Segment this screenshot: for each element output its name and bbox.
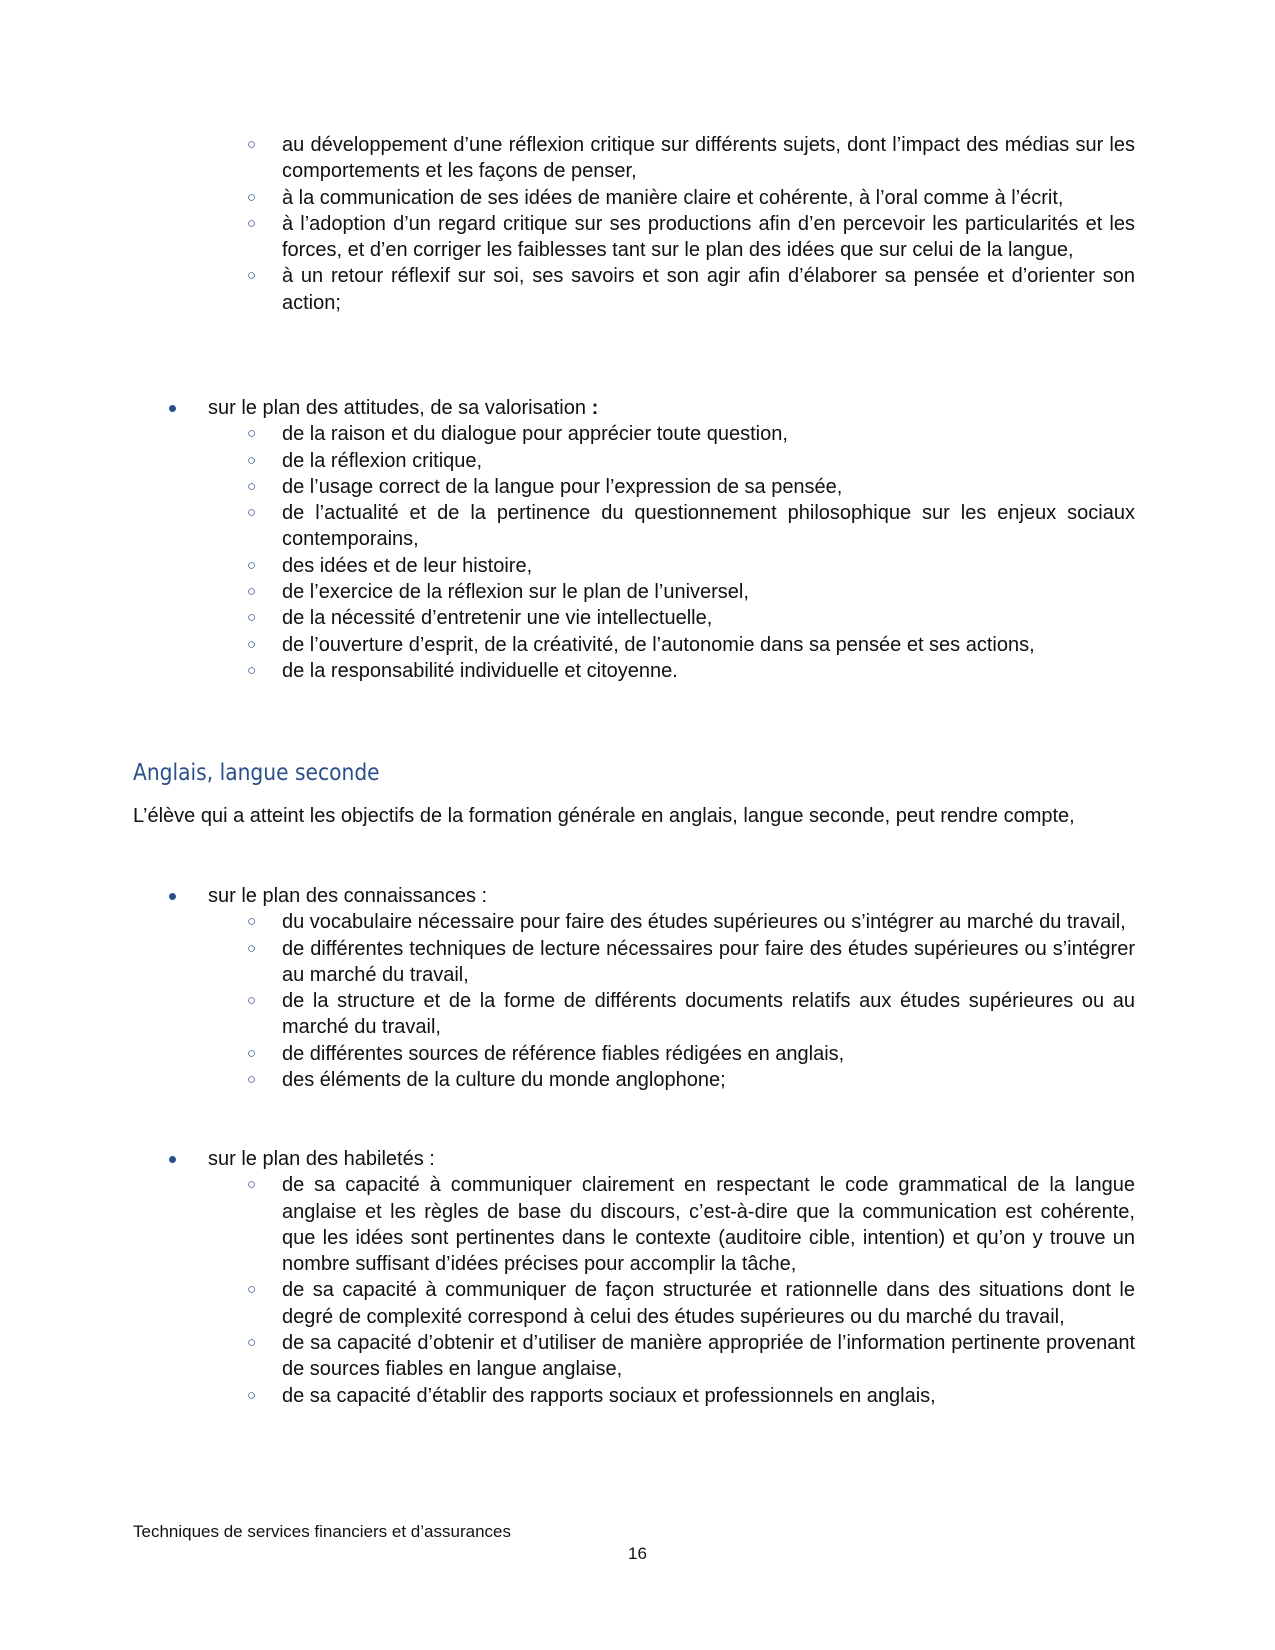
bullet-label: sur le plan des connaissances : <box>208 885 488 907</box>
circle-bullet-icon: ○ <box>247 1281 257 1299</box>
bullet-item <box>133 395 1135 421</box>
circle-bullet-icon: ○ <box>247 425 257 443</box>
circle-bullet-icon: ○ <box>247 1044 257 1062</box>
list-item <box>247 1277 1135 1330</box>
list-item <box>247 1041 1135 1067</box>
circle-bullet-icon: ○ <box>247 267 257 285</box>
list-item-text: de différentes techniques de lecture nécessaires pour faire des études supérieures ou s’intégrer au marché du travail, <box>282 937 1135 986</box>
circle-bullet-icon: ○ <box>247 214 257 232</box>
circle-bullet-icon: ○ <box>247 188 257 206</box>
list-item <box>247 988 1135 1041</box>
list-item <box>247 936 1135 989</box>
list-item <box>247 1172 1135 1277</box>
list-item-text: de sa capacité à communiquer de façon structurée et rationnelle dans des situations dont le degré de complexité correspond à celui des études supérieures ou du marché du travail, <box>282 1279 1135 1328</box>
circle-bullet-icon: ○ <box>247 635 257 653</box>
bullet-icon <box>169 1156 176 1163</box>
list-item-text: de différentes sources de référence fiables rédigées en anglais, <box>282 1042 845 1065</box>
circle-bullet-icon: ○ <box>247 1386 257 1404</box>
circle-bullet-icon: ○ <box>247 1176 257 1194</box>
bullet-label: sur le plan des habiletés : <box>208 1148 435 1170</box>
list-item-text: à l’adoption d’un regard critique sur ses productions afin d’en percevoir les particularités et les forces, et d’en corriger les faiblesses tant sur le plan des idées que sur celui de la langue, <box>282 212 1135 262</box>
sub-list <box>133 1172 1135 1409</box>
list-item-text: de la nécessité d’entretenir une vie intellectuelle, <box>282 607 713 630</box>
list-item <box>247 579 1135 605</box>
block1-list <box>133 132 1135 316</box>
page-number: 16 <box>628 1544 647 1563</box>
footer-title: Techniques de services financiers et d’assurances <box>133 1522 511 1541</box>
circle-bullet-icon: ○ <box>247 939 257 957</box>
bullet-label: sur le plan des attitudes, de sa valorisation <box>208 397 592 419</box>
list-item <box>247 211 1135 264</box>
list-item-text: à la communication de ses idées de manière claire et cohérente, à l’oral comme à l’écrit, <box>282 186 1064 209</box>
list-item-text: de la responsabilité individuelle et citoyenne. <box>282 659 678 682</box>
list-item <box>247 605 1135 631</box>
list-item-text: au développement d’une réflexion critique sur différents sujets, dont l’impact des médias sur les comportements et les façons de penser, <box>282 134 1135 183</box>
list-item <box>247 1383 1135 1409</box>
circle-bullet-icon: ○ <box>247 992 257 1010</box>
connaissances-section <box>133 883 1135 1093</box>
circle-bullet-icon: ○ <box>247 136 257 153</box>
list-item-text: de la structure et de la forme de différents documents relatifs aux études supérieures ou au marché du travail, <box>282 990 1135 1039</box>
list-item <box>247 421 1135 447</box>
list-item-text: de la réflexion critique, <box>282 449 483 472</box>
intro-paragraph: L’élève qui a atteint les objectifs de la formation générale en anglais, langue seconde, peut rendre compte, <box>133 805 1075 827</box>
circle-bullet-icon: ○ <box>247 451 257 469</box>
bullet-item <box>133 1146 1135 1172</box>
list-item <box>247 1330 1135 1383</box>
list-item-text: de sa capacité d’établir des rapports sociaux et professionnels en anglais, <box>282 1384 936 1407</box>
circle-bullet-icon: ○ <box>247 1071 257 1089</box>
circle-bullet-icon: ○ <box>247 1334 257 1352</box>
list-item-text: du vocabulaire nécessaire pour faire des études supérieures ou s’intégrer au marché du travail, <box>282 911 1126 934</box>
list-item <box>247 1067 1135 1093</box>
circle-bullet-icon: ○ <box>247 661 257 679</box>
list-item-text: de la raison et du dialogue pour apprécier toute question, <box>282 423 788 446</box>
circle-bullet-icon: ○ <box>247 504 257 522</box>
habiletes-section <box>133 1146 1135 1409</box>
list-item-text: de l’usage correct de la langue pour l’expression de sa pensée, <box>282 475 843 498</box>
list-item <box>247 500 1135 553</box>
list-item <box>247 632 1135 658</box>
list-item <box>247 185 1135 211</box>
list-item-text: des éléments de la culture du monde anglophone; <box>282 1069 726 1092</box>
circle-bullet-icon: ○ <box>247 556 257 574</box>
circle-bullet-icon: ○ <box>247 583 257 601</box>
sub-list <box>133 909 1135 1093</box>
list-item <box>247 132 1135 185</box>
list-item <box>247 474 1135 500</box>
list-item-text: de l’exercice de la réflexion sur le plan de l’universel, <box>282 581 749 604</box>
circle-bullet-icon: ○ <box>247 609 257 627</box>
attitudes-section <box>133 395 1135 684</box>
section-heading: Anglais, langue seconde <box>133 760 380 786</box>
bullet-icon <box>169 405 176 412</box>
list-item-text: de l’ouverture d’esprit, de la créativité, de l’autonomie dans sa pensée et ses actions, <box>282 633 1035 656</box>
list-item-text: des idées et de leur histoire, <box>282 554 533 577</box>
sub-list <box>133 421 1135 684</box>
list-item <box>247 658 1135 684</box>
list-item-text: de sa capacité à communiquer clairement en respectant le code grammatical de la langue anglaise et les règles de base du discours, c’est-à-dire que la communication est cohérente, que les idées sont pertinentes dans le contexte (auditoire cible, intention) et qu’on y trouve un nombre suffisant d’idées précises pour accomplir la tâche, <box>282 1174 1135 1276</box>
bullet-item <box>133 883 1135 909</box>
list-item-text: de l’actualité et de la pertinence du questionnement philosophique sur les enjeux sociaux contemporains, <box>282 502 1135 551</box>
circle-bullet-icon: ○ <box>247 913 257 931</box>
list-item <box>247 263 1135 316</box>
list-item <box>247 448 1135 474</box>
list-item <box>247 909 1135 935</box>
list-item-text: de sa capacité d’obtenir et d’utiliser de manière appropriée de l’information pertinente provenant de sources fiables en langue anglaise, <box>282 1332 1135 1381</box>
list-item-text: à un retour réflexif sur soi, ses savoirs et son agir afin d’élaborer sa pensée et d’orienter son action; <box>282 265 1135 314</box>
sub-list <box>133 132 1135 316</box>
list-item <box>247 553 1135 579</box>
bullet-colon: : <box>591 397 599 419</box>
circle-bullet-icon: ○ <box>247 477 257 495</box>
bullet-icon <box>169 893 176 900</box>
